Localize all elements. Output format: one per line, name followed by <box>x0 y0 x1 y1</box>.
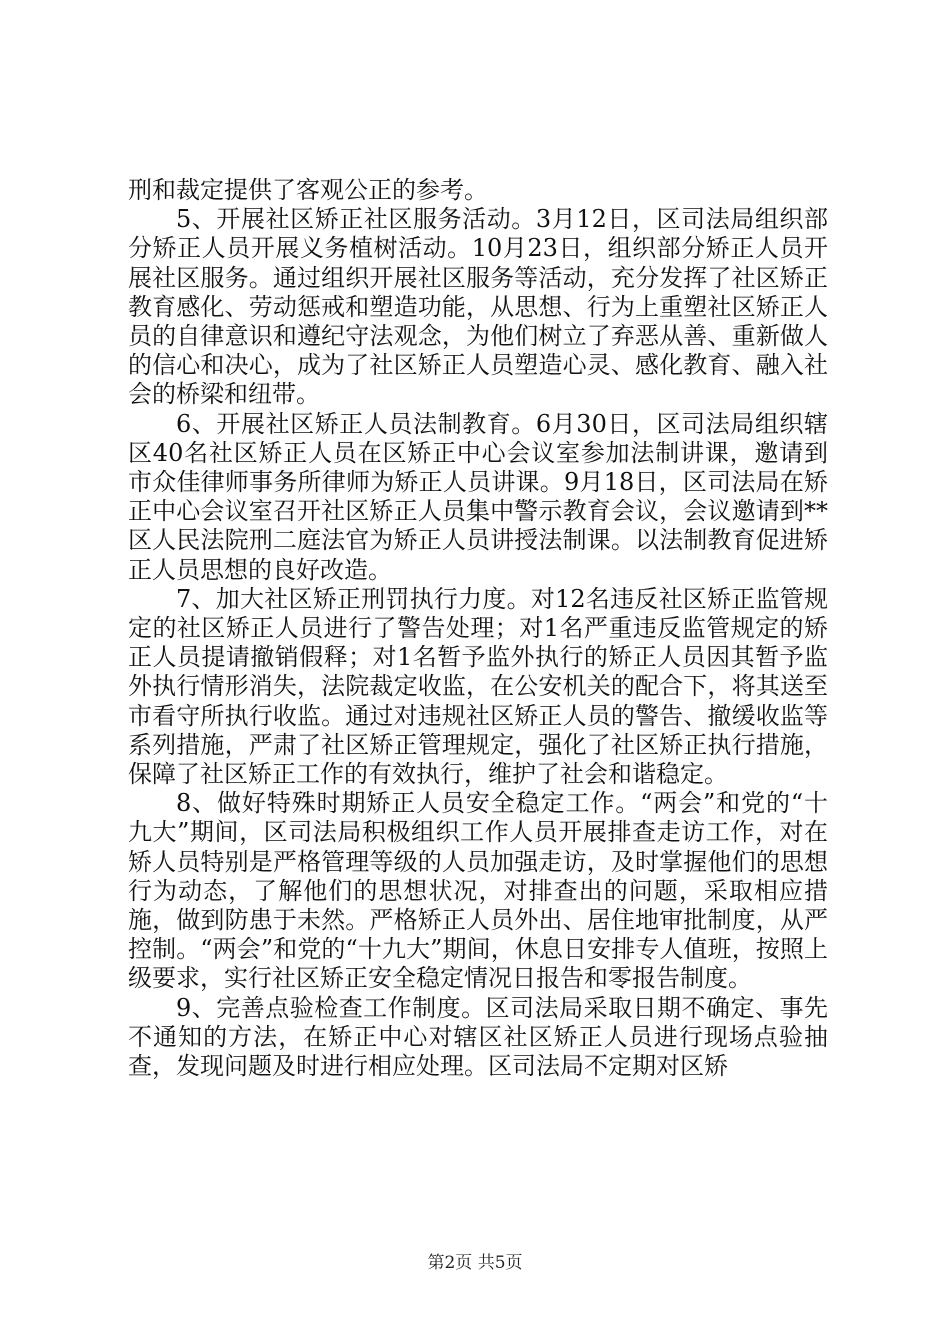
paragraph-item-8: 8、做好特殊时期矫正人员安全稳定工作。“两会”和党的“十九大”期间，区司法局积极组织工作人员开展排查走访工作，对在矫人员特别是严格管理等级的人员加强走访，及时掌握他们的思想行为动态，了解他们的思想状况，对排查出的问题，采取相应措施，做到防患于未然。严格矫正人员外出、居住地审批制度，从严控制。“两会”和党的“十九大”期间，休息日安排专人值班，按照上级要求，实行社区矫正安全稳定情况日报告和零报告制度。 <box>128 789 828 993</box>
paragraph-item-7: 7、加大社区矫正刑罚执行力度。对12名违反社区矫正监管规定的社区矫正人员进行了警告处理；对1名严重违反监管规定的矫正人员提请撤销假释；对1名暂予监外执行的矫正人员因其暂予监外执行情形消失，法院裁定收监，在公安机关的配合下，将其送至市看守所执行收监。通过对违规社区矫正人员的警告、撤缓收监等系列措施，严肃了社区矫正管理规定，强化了社区矫正执行措施，保障了社区矫正工作的有效执行，维护了社会和谐稳定。 <box>128 584 828 789</box>
page-number-footer: 第2页 共5页 <box>427 1253 523 1273</box>
paragraph-item-5: 5、开展社区矫正社区服务活动。3月12日，区司法局组织部分矫正人员开展义务植树活动。10月23日，组织部分矫正人员开展社区服务。通过组织开展社区服务等活动，充分发挥了社区矫正教育感化、劳动惩戒和塑造功能，从思想、行为上重塑社区矫正人员的自律意识和遵纪守法观念，为他们树立了弃恶从善、重新做人的信心和决心，成为了社区矫正人员塑造心灵、感化教育、融入社会的桥梁和纽带。 <box>128 205 828 409</box>
paragraph-continuation: 刑和裁定提供了客观公正的参考。 <box>128 176 488 204</box>
paragraph-item-6: 6、开展社区矫正人员法制教育。6月30日，区司法局组织辖区40名社区矫正人员在区矫正中心会议室参加法制讲课，邀请到市众佳律师事务所律师为矫正人员讲课。9月18日，区司法局在矫正中心会议室召开社区矫正人员集中警示教育会议，会议邀请到**区人民法院刑二庭法官为矫正人员讲授法制课。以法制教育促进矫正人员思想的良好改造。 <box>128 409 828 584</box>
paragraph-item-9: 9、完善点验检查工作制度。区司法局采取日期不确定、事先不通知的方法，在矫正中心对辖区社区矫正人员进行现场点验抽查，发现问题及时进行相应处理。区司法局不定期对区矫 <box>128 993 828 1081</box>
document-body <box>128 176 828 1081</box>
